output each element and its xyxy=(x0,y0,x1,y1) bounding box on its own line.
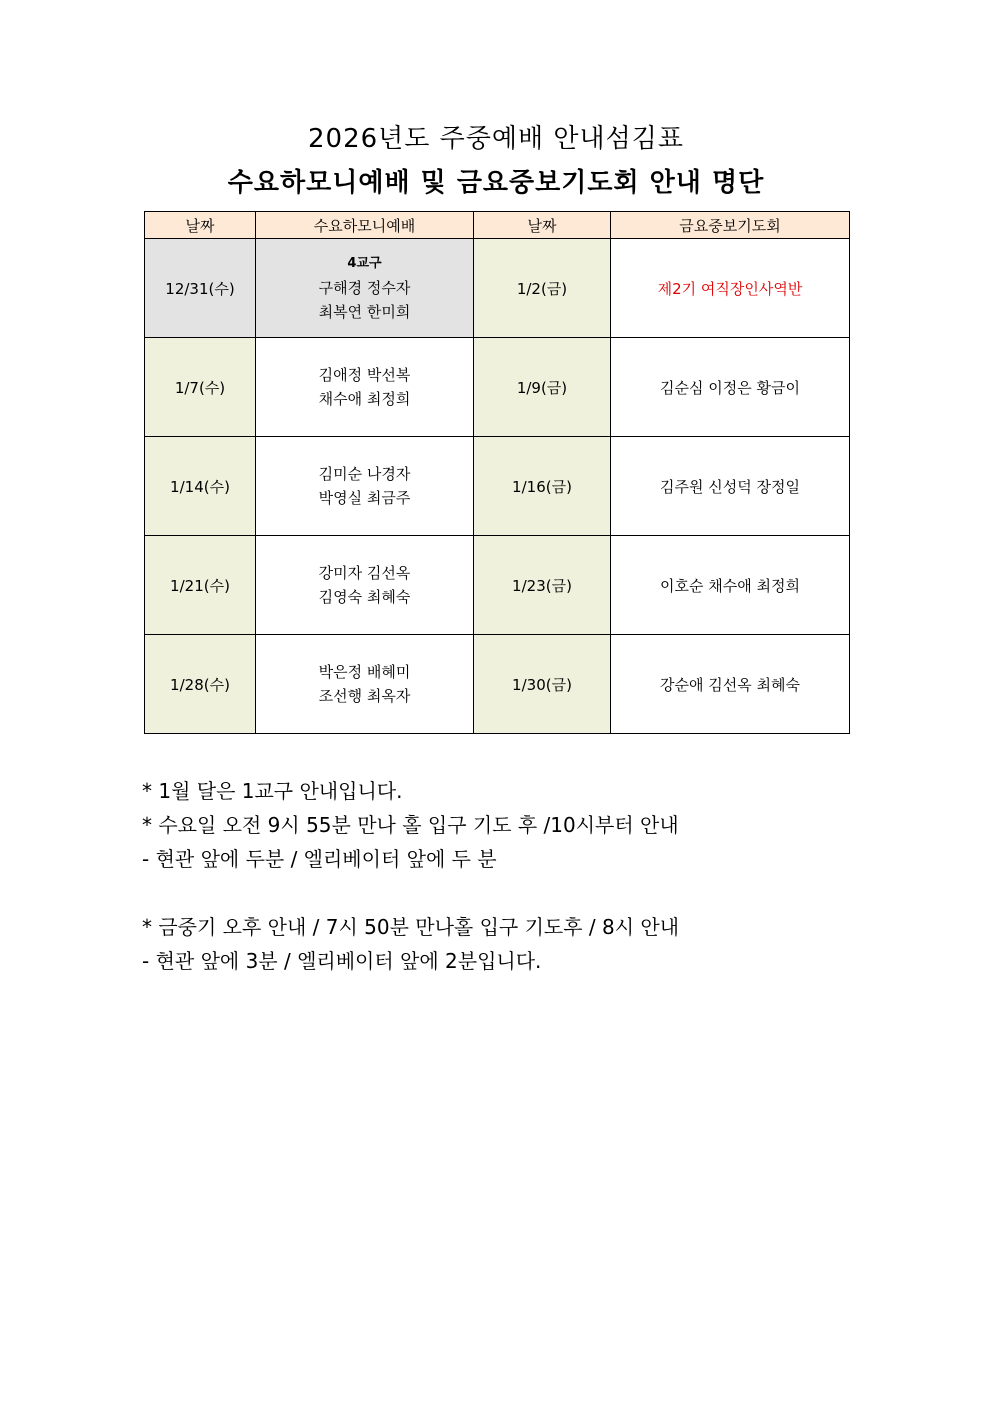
table-row xyxy=(145,338,850,437)
wed-names-cell xyxy=(256,536,474,635)
names-line: 김애정 박선복 xyxy=(318,366,411,384)
names-line: 구해경 정수자 xyxy=(318,279,411,297)
fri-names-cell: 김주원 신성덕 장정일 xyxy=(611,437,850,536)
schedule-table xyxy=(144,211,850,734)
fri-names-cell: 제2기 여직장인사역반 xyxy=(611,239,850,338)
note-line: - 현관 앞에 3분 / 엘리베이터 앞에 2분입니다. xyxy=(142,949,542,973)
wed-date-cell: 1/7(수) xyxy=(145,338,256,437)
names-line: 채수애 최정희 xyxy=(318,390,411,408)
table-row xyxy=(145,536,850,635)
wed-names-cell xyxy=(256,239,474,338)
note-line: * 수요일 오전 9시 55분 만나 홀 입구 기도 후 /10시부터 안내 xyxy=(142,813,679,837)
fri-names-cell: 김순심 이정은 황금이 xyxy=(611,338,850,437)
page-subtitle: 수요하모니예배 및 금요중보기도회 안내 명단 xyxy=(227,168,765,198)
names-line: 강미자 김선옥 xyxy=(318,564,411,582)
names-line: 박은정 배혜미 xyxy=(318,663,411,681)
header-wednesday-service: 수요하모니예배 xyxy=(256,212,474,239)
table-row xyxy=(145,437,850,536)
names-line: 박영실 최금주 xyxy=(318,489,411,507)
note-line: * 1월 달은 1교구 안내입니다. xyxy=(142,779,403,803)
header-date-fri: 날짜 xyxy=(474,212,611,239)
names-line: 조선행 최옥자 xyxy=(318,687,411,705)
table-row xyxy=(145,239,850,338)
note-line: * 금중기 오후 안내 / 7시 50분 만나홀 입구 기도후 / 8시 안내 xyxy=(142,915,680,939)
names-line: 최복연 한미희 xyxy=(318,303,411,321)
page-title: 2026년도 주중예배 안내섬김표 xyxy=(308,124,684,154)
wed-names-cell xyxy=(256,437,474,536)
wed-names-cell xyxy=(256,635,474,734)
table-row xyxy=(145,635,850,734)
fri-date-cell: 1/23(금) xyxy=(474,536,611,635)
fri-date-cell: 1/30(금) xyxy=(474,635,611,734)
notes-section xyxy=(142,774,679,978)
spacer xyxy=(142,876,679,910)
header-date-wed: 날짜 xyxy=(145,212,256,239)
note-line: - 현관 앞에 두분 / 엘리베이터 앞에 두 분 xyxy=(142,847,497,871)
wed-date-cell: 1/21(수) xyxy=(145,536,256,635)
wed-date-cell: 1/14(수) xyxy=(145,437,256,536)
group-label: 4교구 xyxy=(347,256,382,271)
fri-date-cell: 1/2(금) xyxy=(474,239,611,338)
fri-names-cell: 이호순 채수애 최정희 xyxy=(611,536,850,635)
wed-names-cell xyxy=(256,338,474,437)
names-line: 김영숙 최혜숙 xyxy=(318,588,411,606)
names-line: 김미순 나경자 xyxy=(318,465,411,483)
table-header-row xyxy=(145,212,850,239)
fri-date-cell: 1/9(금) xyxy=(474,338,611,437)
header-friday-prayer: 금요중보기도회 xyxy=(611,212,850,239)
fri-date-cell: 1/16(금) xyxy=(474,437,611,536)
wed-date-cell: 1/28(수) xyxy=(145,635,256,734)
wed-date-cell: 12/31(수) xyxy=(145,239,256,338)
fri-names-cell: 강순애 김선옥 최혜숙 xyxy=(611,635,850,734)
